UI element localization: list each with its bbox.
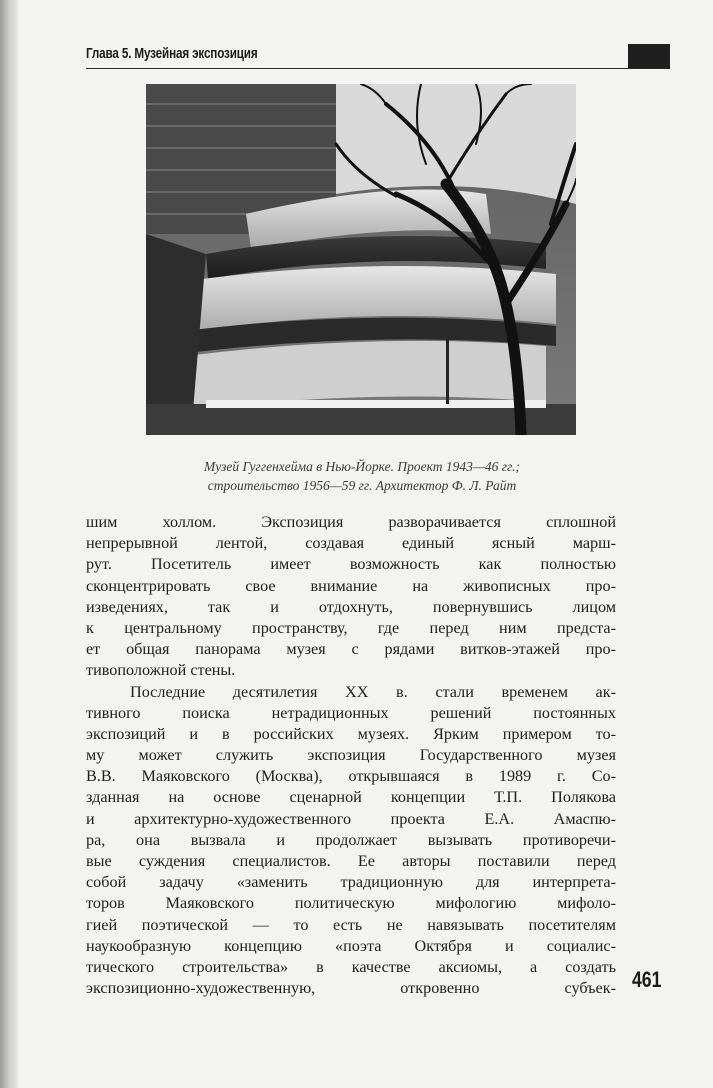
text-line: экспозиций и в российских музеях. Ярким примером то- [86,724,616,743]
body-text [86,512,616,999]
text-line: сконцентрировать свое внимание на живописных про- [86,576,616,595]
text-line: тивоположной стены. [86,661,236,680]
text-line: рут. Посетитель имеет возможность как полностью [86,555,616,574]
photo-illustration [146,84,576,435]
text-line: изведениях, так и отдохнуть, повернувшись лицом [86,597,616,616]
text-line: ра, она вызвала и продолжает вызывать противоречи- [86,830,616,849]
text-line: В.В. Маяковского (Москва), открывшаяся в 1989 г. Со- [86,767,616,786]
text-line: тического строительства» в качестве аксиомы, а создать [86,957,616,976]
text-line: собой задачу «заменить традиционную для интерпрета- [86,873,616,892]
header-corner-block [628,44,670,68]
running-header [86,44,670,69]
text-line: непрерывной лентой, создавая единый ясный марш- [86,534,616,553]
text-line: торов Маяковского политическую мифологию мифоло- [86,894,616,913]
text-line: экспозиционно-художественную, откровенно субъек- [86,979,616,998]
chapter-title: Глава 5. Музейная экспозиция [86,45,258,62]
text-line: зданная на основе сценарной концепции Т.П. Полякова [86,788,616,807]
page-number: 461 [632,967,662,992]
text-line: и архитектурно-художественного проекта Е.А. Амаспю- [86,809,616,828]
text-line: му может служить экспозиция Государственного музея [86,746,616,765]
text-line: гией поэтической — то есть не навязывать посетителям [86,915,616,934]
guggenheim-museum-photo [146,84,576,435]
caption-line: Музей Гуггенхейма в Нью-Йорке. Проект 1943—46 гг.; [204,459,520,474]
book-spine-shadow [0,0,18,1088]
text-line: к центральному пространству, где перед ним предста- [86,618,616,637]
text-line: шим холлом. Экспозиция разворачивается сплошной [86,513,616,531]
figure-caption [120,457,604,495]
caption-line: строительство 1956—59 гг. Архитектор Ф. Л. Райт [207,478,517,493]
text-line: тивного поиска нетрадиционных решений постоянных [86,703,616,722]
text-line: вые суждения специалистов. Ее авторы поставили перед [86,852,616,870]
text-line: ет общая панорама музея с рядами витков-этажей про- [86,640,616,659]
text-line: Последние десятилетия XX в. стали временем ак- [130,682,616,701]
text-line: наукообразную концепцию «поэта Октября и социалис- [86,936,616,955]
